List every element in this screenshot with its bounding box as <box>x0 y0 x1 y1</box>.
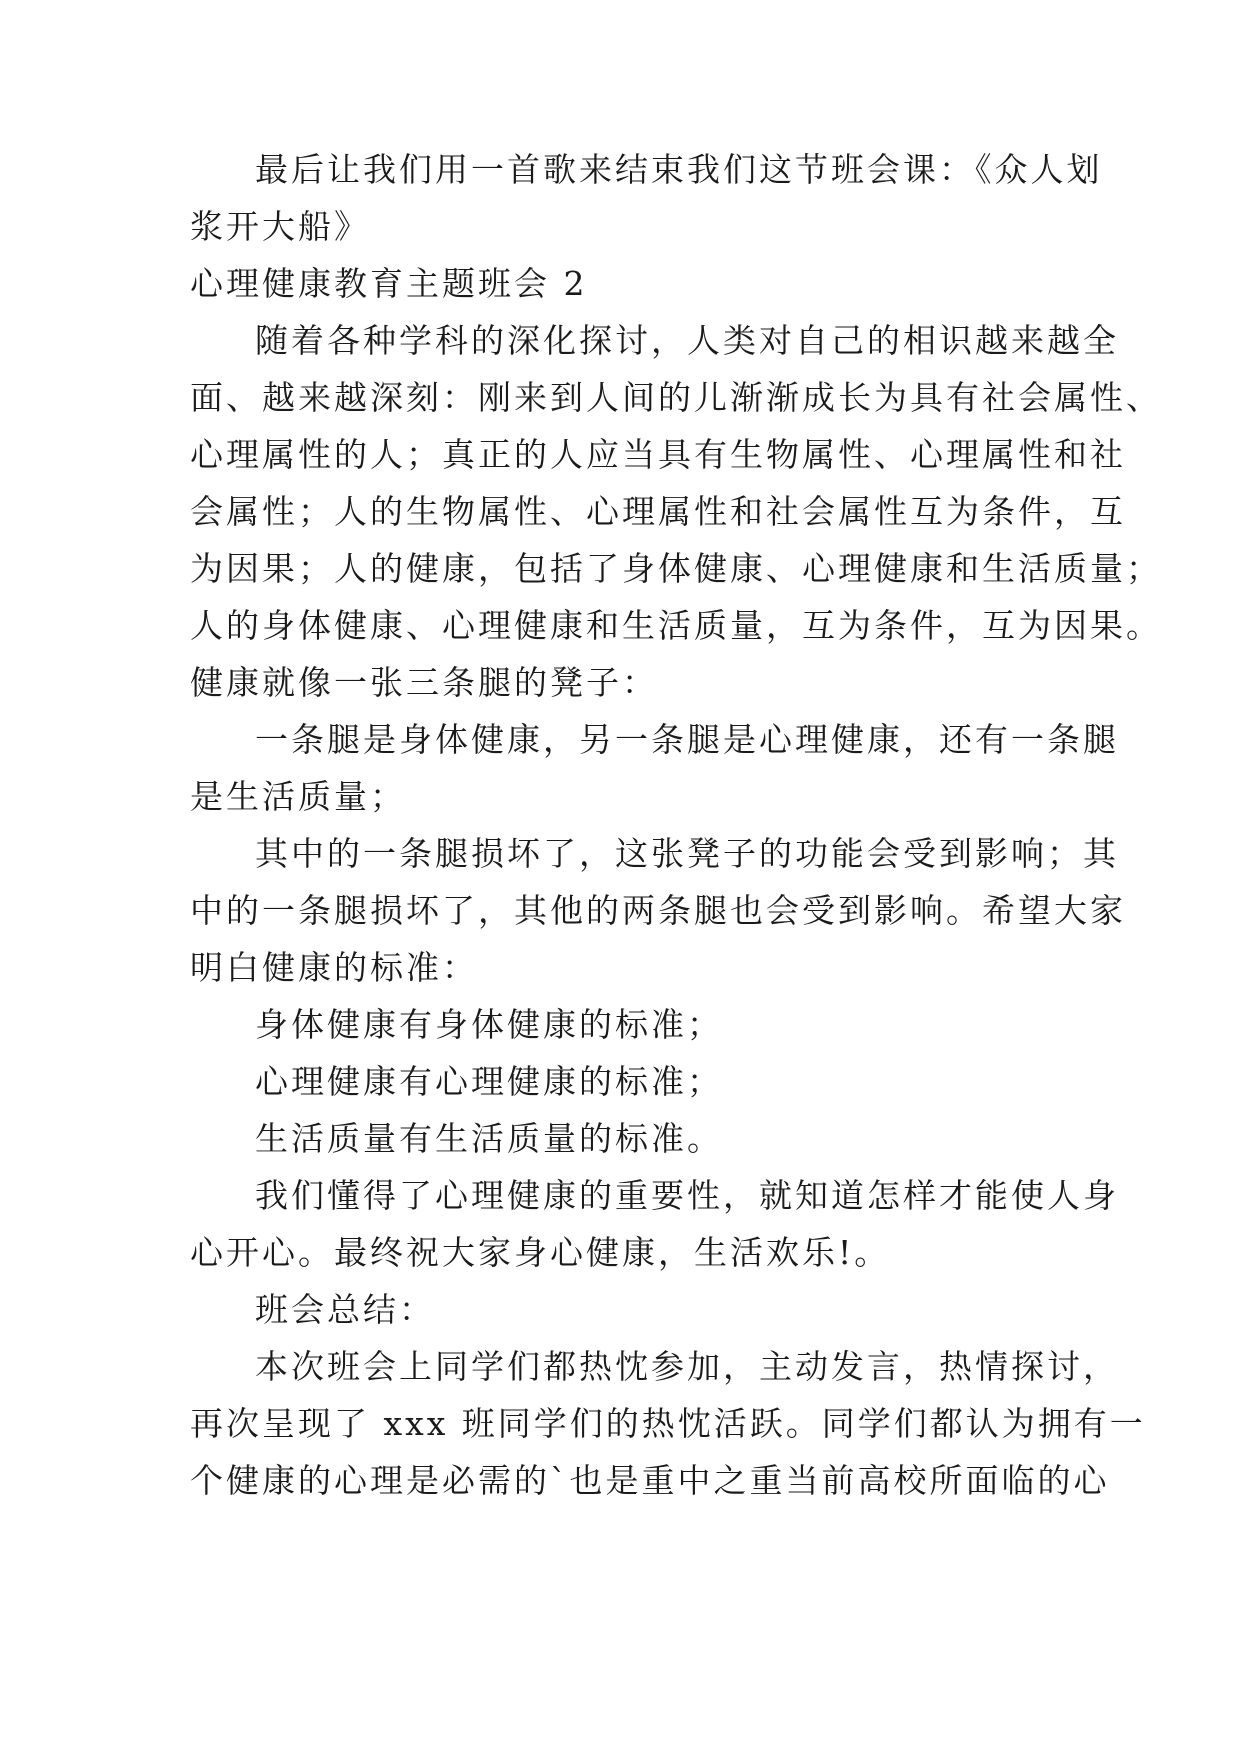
text-line: 为因果；人的健康，包括了身体健康、心理健康和生活质量； <box>190 549 1162 588</box>
text-line: 是生活质量； <box>190 777 406 816</box>
text-line: 我们懂得了心理健康的重要性，就知道怎样才能使人身 <box>255 1176 1119 1215</box>
text-line: 心理属性的人；真正的人应当具有生物属性、心理属性和社 <box>190 435 1126 474</box>
section-heading: 心理健康教育主题班会 2 <box>190 264 588 303</box>
text-line: 本次班会上同学们都热忱参加，主动发言，热情探讨， <box>255 1347 1119 1386</box>
text-line: 身体健康有身体健康的标准； <box>255 1005 723 1044</box>
text-line: 面、越来越深刻：刚来到人间的儿渐渐成长为具有社会属性、 <box>190 378 1162 417</box>
text-line: 明白健康的标准： <box>190 948 478 987</box>
text-line: 随着各种学科的深化探讨，人类对自己的相识越来越全 <box>255 321 1119 360</box>
text-line: 再次呈现了 xxx 班同学们的热忱活跃。同学们都认为拥有一 <box>190 1404 1146 1443</box>
text-line: 心开心。最终祝大家身心健康，生活欢乐!。 <box>190 1233 891 1272</box>
text-line: 个健康的心理是必需的`也是重中之重当前高校所面临的心 <box>190 1461 1110 1500</box>
text-line: 人的身体健康、心理健康和生活质量，互为条件，互为因果。 <box>190 606 1162 645</box>
text-line: 心理健康有心理健康的标准； <box>255 1062 723 1101</box>
text-line: 健康就像一张三条腿的凳子： <box>190 663 658 702</box>
text-line: 浆开大船》 <box>190 207 370 246</box>
text-line: 中的一条腿损坏了，其他的两条腿也会受到影响。希望大家 <box>190 891 1126 930</box>
text-line: 一条腿是身体健康，另一条腿是心理健康，还有一条腿 <box>255 720 1119 759</box>
text-line: 最后让我们用一首歌来结束我们这节班会课：《众人划 <box>255 150 1103 189</box>
text-line: 会属性；人的生物属性、心理属性和社会属性互为条件，互 <box>190 492 1126 531</box>
text-line: 班会总结： <box>255 1290 435 1329</box>
text-line: 其中的一条腿损坏了，这张凳子的功能会受到影响；其 <box>255 834 1119 873</box>
text-line: 生活质量有生活质量的标准。 <box>255 1119 723 1158</box>
